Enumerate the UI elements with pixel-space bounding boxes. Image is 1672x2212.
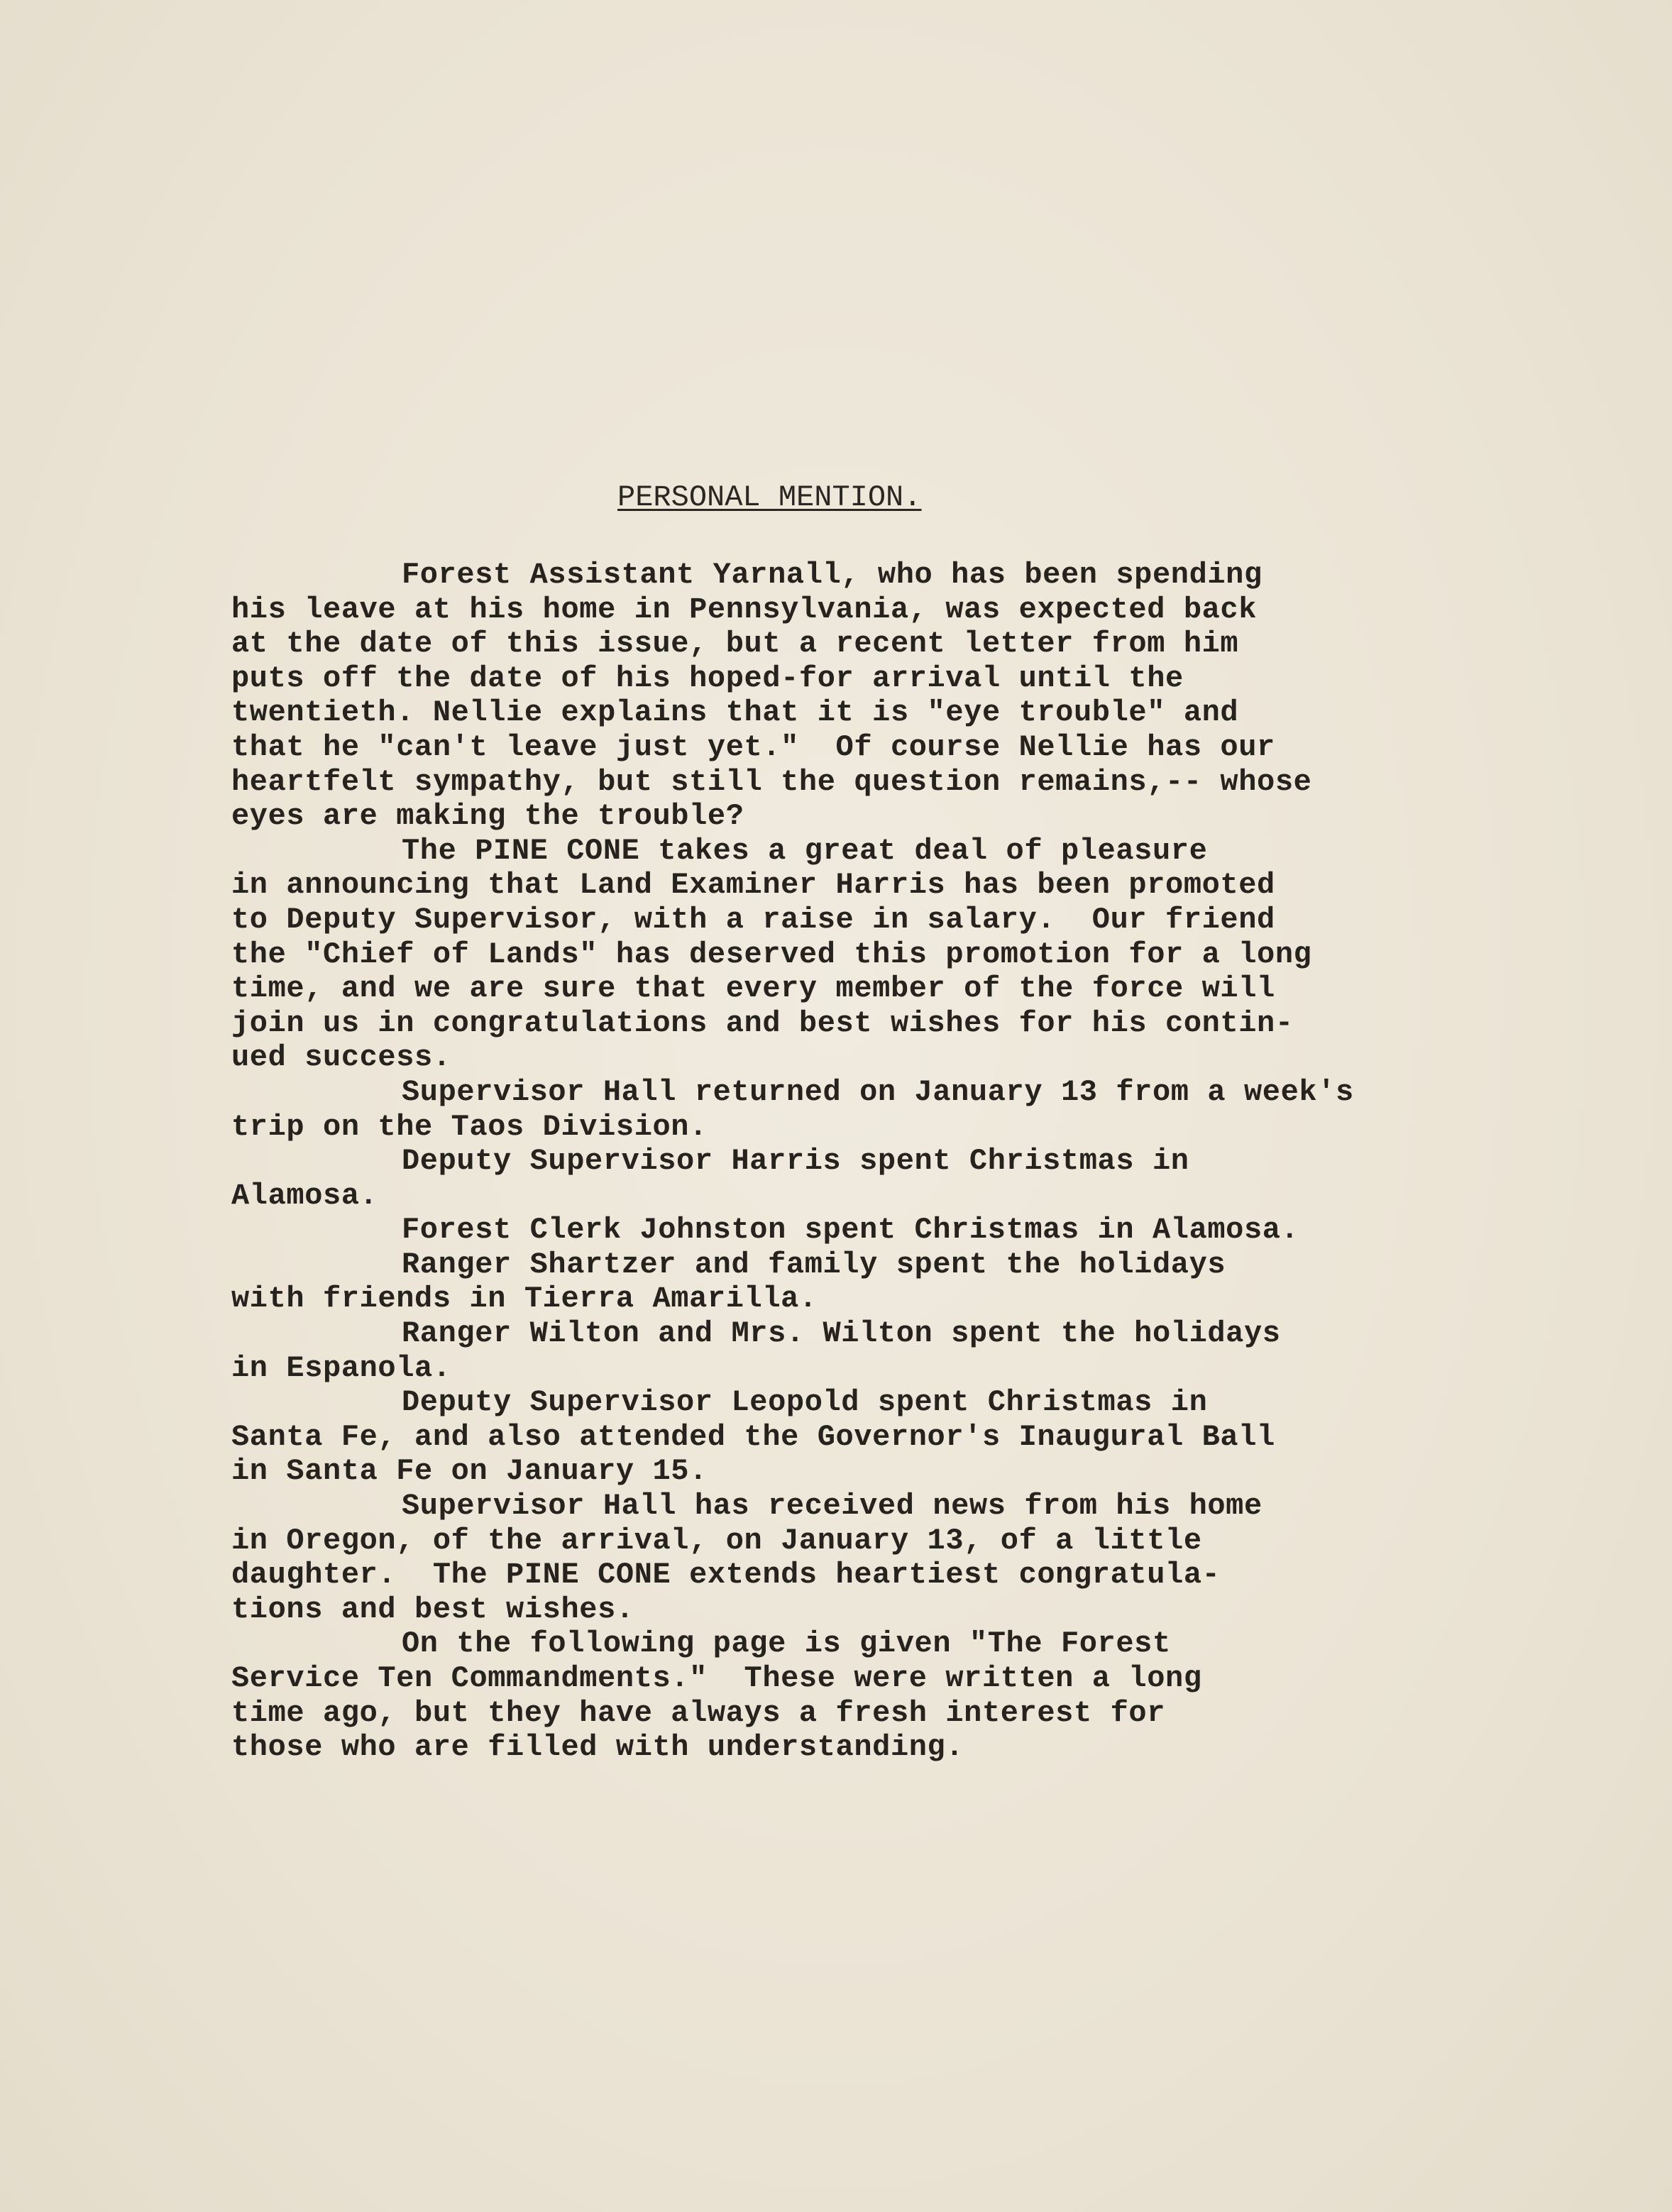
document-body xyxy=(231,558,1523,1765)
text-line: The PINE CONE takes a great deal of pleasure xyxy=(402,833,1208,868)
text-line: Ranger Shartzer and family spent the holidays xyxy=(402,1247,1226,1282)
text-line: join us in congratulations and best wishes for his contin- xyxy=(231,1006,1294,1040)
text-line: tions and best wishes. xyxy=(231,1592,634,1627)
text-line: at the date of this issue, but a recent letter from him xyxy=(231,627,1239,661)
text-line: Supervisor Hall returned on January 13 from a week's xyxy=(402,1074,1354,1109)
text-line: in announcing that Land Examiner Harris has been promoted xyxy=(231,868,1275,903)
text-line: ued success. xyxy=(231,1040,451,1075)
text-line: in Santa Fe on January 15. xyxy=(231,1454,708,1489)
text-line: puts off the date of his hoped-for arrival until the xyxy=(231,661,1184,695)
text-line: with friends in Tierra Amarilla. xyxy=(231,1282,818,1316)
text-line: trip on the Taos Division. xyxy=(231,1109,708,1144)
text-line: the "Chief of Lands" has deserved this promotion for a long xyxy=(231,937,1312,972)
text-line: to Deputy Supervisor, with a raise in salary. Our friend xyxy=(231,902,1275,937)
text-line: Santa Fe, and also attended the Governor's Inaugural Ball xyxy=(231,1419,1275,1454)
text-line: Ranger Wilton and Mrs. Wilton spent the holidays xyxy=(402,1316,1281,1351)
text-line: in Oregon, of the arrival, on January 13, of a little xyxy=(231,1523,1202,1558)
text-line: eyes are making the trouble? xyxy=(231,799,744,834)
text-line: those who are filled with understanding. xyxy=(231,1730,964,1765)
text-line: Supervisor Hall has received news from his home xyxy=(402,1489,1263,1524)
text-line: in Espanola. xyxy=(231,1350,451,1385)
text-line: his leave at his home in Pennsylvania, was expected back xyxy=(231,592,1258,627)
text-line: heartfelt sympathy, but still the question remains,-- whose xyxy=(231,764,1312,799)
text-line: Forest Assistant Yarnall, who has been spending xyxy=(402,558,1263,592)
text-line: Alamosa. xyxy=(231,1178,378,1213)
page-title: PERSONAL MENTION. xyxy=(617,480,922,515)
text-line: Forest Clerk Johnston spent Christmas in Alamosa. xyxy=(402,1213,1299,1248)
text-line: Deputy Supervisor Leopold spent Christmas in xyxy=(402,1385,1208,1420)
text-line: that he "can't leave just yet." Of course Nellie has our xyxy=(231,730,1275,764)
text-line: On the following page is given "The Forest xyxy=(402,1627,1171,1661)
text-line: time ago, but they have always a fresh interest for xyxy=(231,1695,1166,1730)
text-line: twentieth. Nellie explains that it is "eye trouble" and xyxy=(231,695,1239,730)
text-line: daughter. The PINE CONE extends heartiest congratula- xyxy=(231,1558,1221,1592)
text-line: time, and we are sure that every member of the force will xyxy=(231,972,1275,1006)
text-line: Deputy Supervisor Harris spent Christmas in xyxy=(402,1144,1189,1179)
text-line: Service Ten Commandments." These were written a long xyxy=(231,1661,1202,1695)
